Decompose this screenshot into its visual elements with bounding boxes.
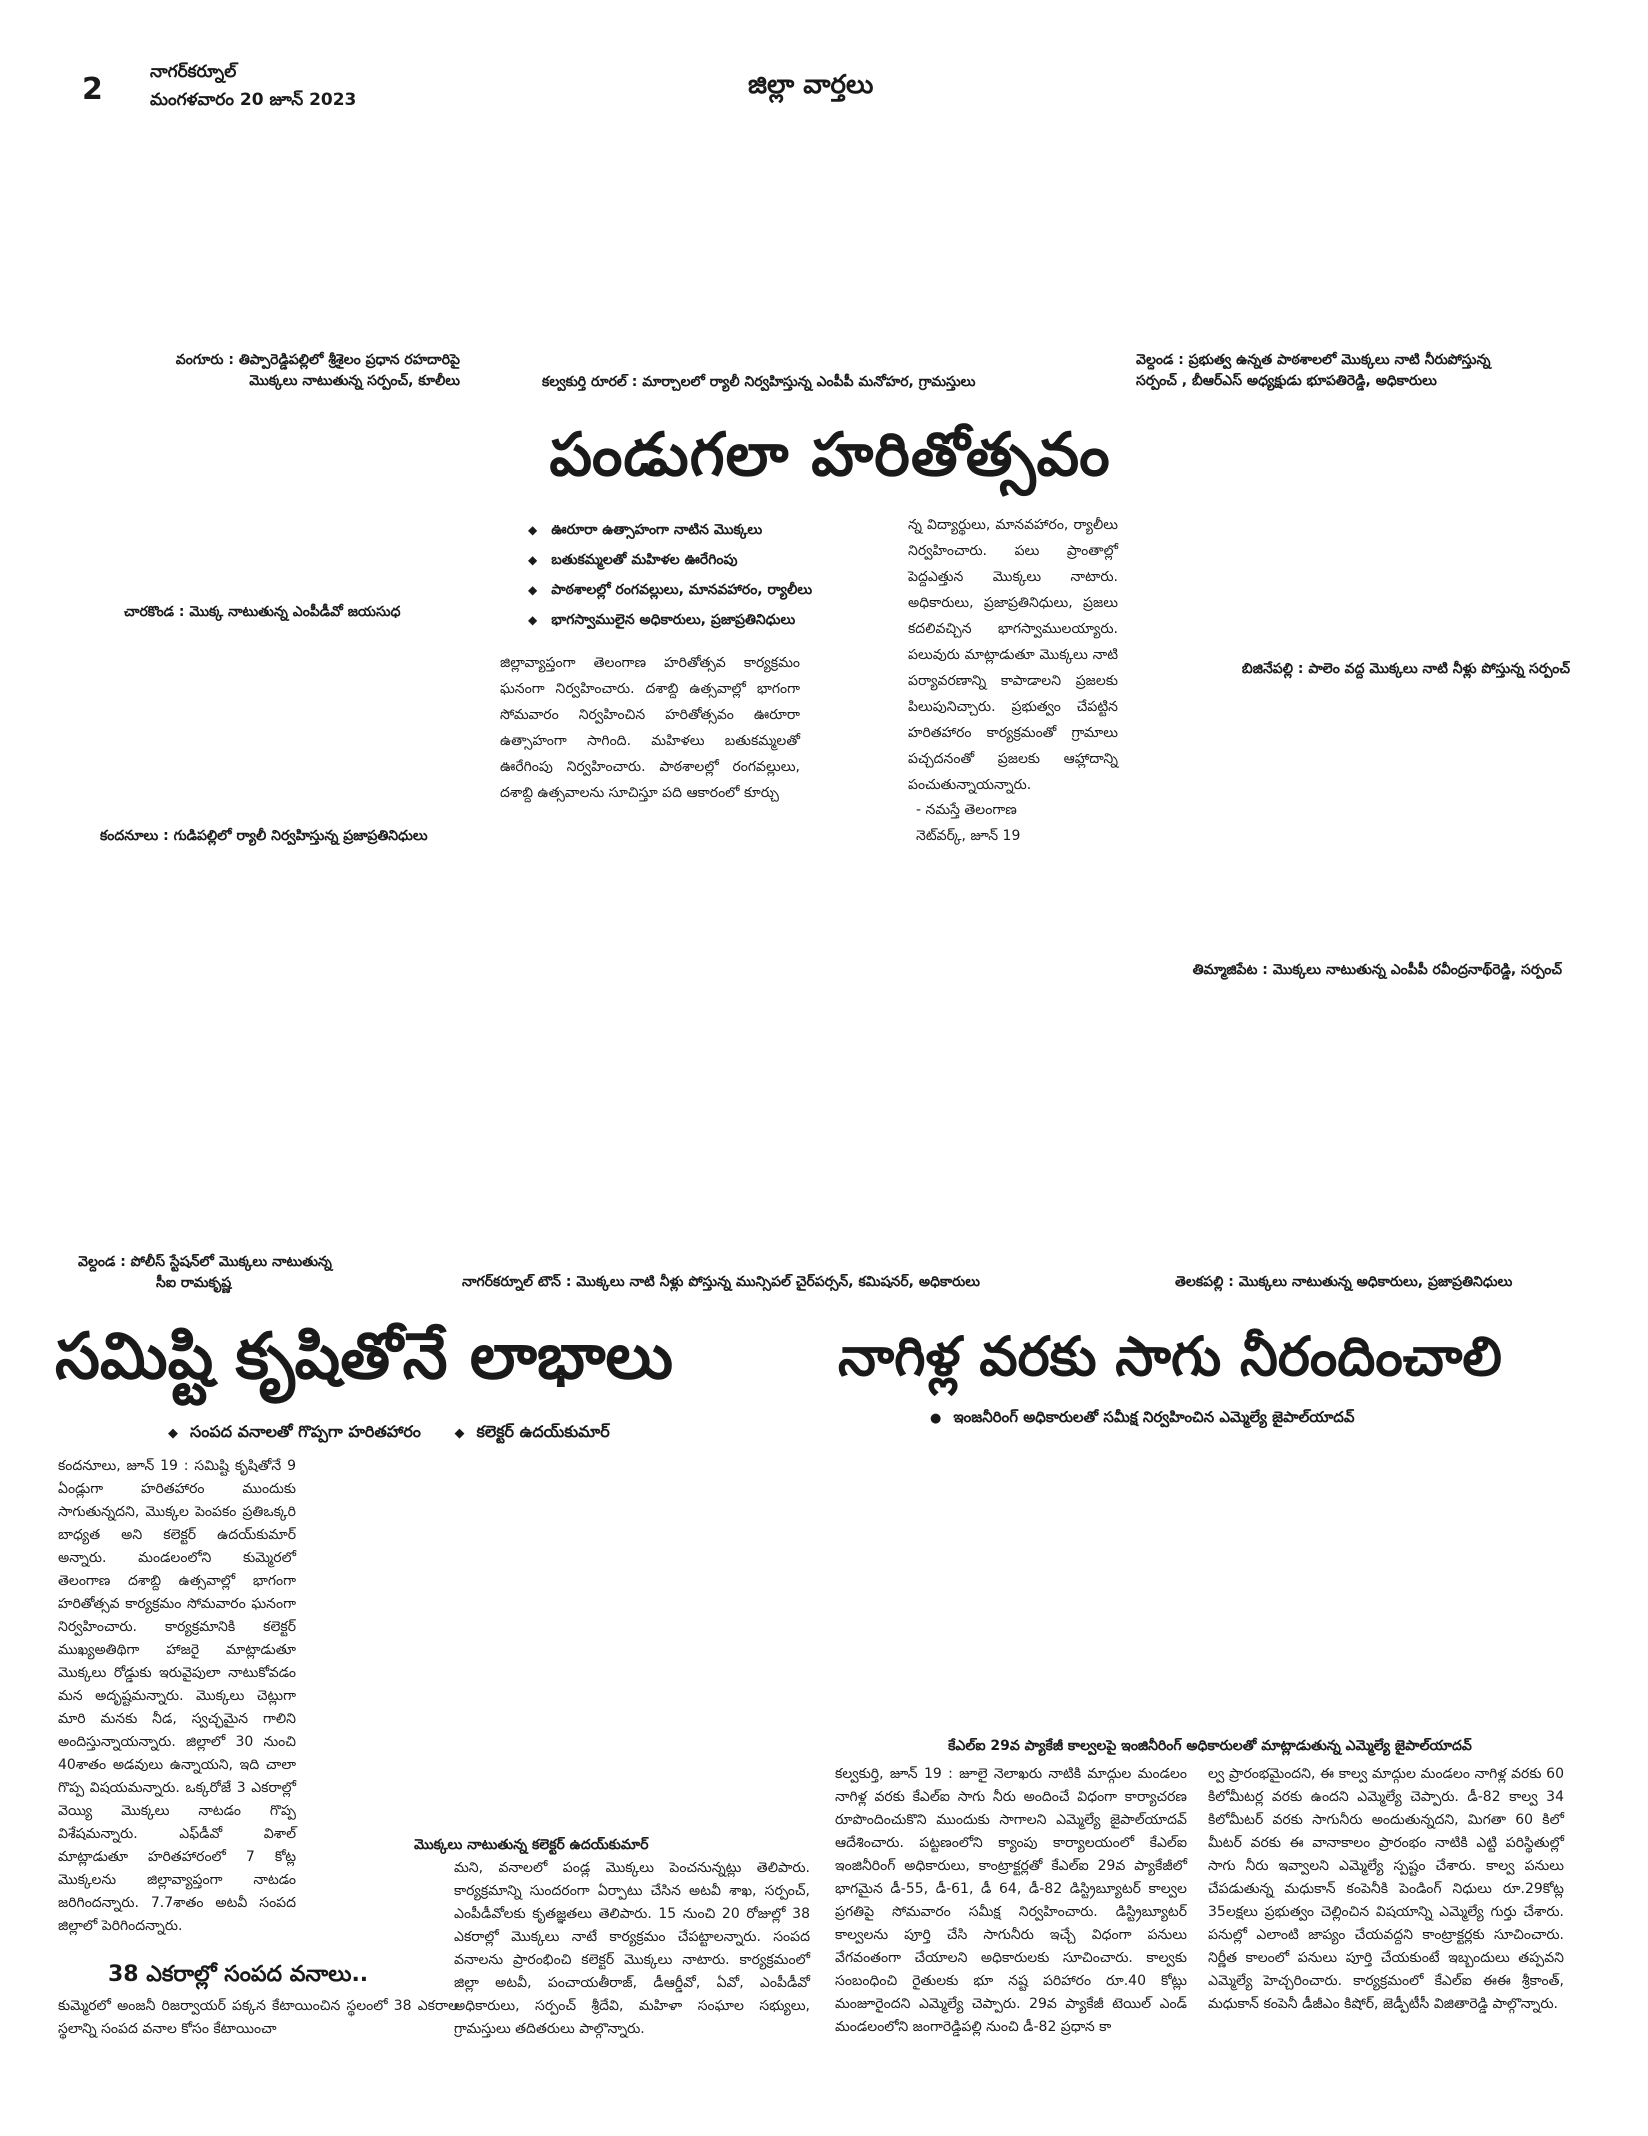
story1-headline: పండుగలా హరితోత్సవం xyxy=(549,420,1111,490)
photo-caption-kandanulu: కందనూలు : గుడిపల్లిలో ర్యాలీ నిర్వహిస్తున్న ప్రజాప్రతినిధులు xyxy=(100,828,428,844)
photo-caption-nagarkurnool-town: నాగర్‌కర్నూల్ టౌన్ : మొక్కలు నాటి నీళ్లు పోస్తున్న మున్సిపల్ చైర్‌పర్సన్, కమిషనర్, అధికారులు xyxy=(462,1274,981,1290)
story2-column-1b: కుమ్మెరలో అంజనీ రిజర్వాయర్ పక్కన కేటాయించిన స్థలంలో 38 ఎకరాల స్థలాన్ని సంపద వనాల కోసం కేటాయించా xyxy=(58,1998,458,2037)
photo-caption-telkapally: తెలకపల్లి : మొక్కలు నాటుతున్న అధికారులు, ప్రజాప్రతినిధులు xyxy=(1175,1274,1513,1290)
story3-column-2: ల్వ ప్రారంభమైందని, ఈ కాల్వ మాద్గుల మండలం నాగిళ్ల వరకు 60 కిలోమీటర్ల వరకు ఉందని ఎమ్మెల్యే చెప్పారు. డీ-82 కాల్వ 34 కిలోమీటర్ వరకు సాగునీరు అందుతున్నదని, మిగతా 60 కిలో మీటర్ వరకు ఈ వానాకాలం ప్రారంభం నాటికి ఎట్టి పరిస్థితుల్లో సాగు నీరు ఇవ్వాలని ఎమ్మెల్యే స్పష్టం చేశారు. కాల్వ పనులు చేపడుతున్న మధుకాన్ కంపెనీకి పెండింగ్ నిధులు రూ.29కోట్ల 35లక్షలు ప్రభుత్వం చెల్లించిన విషయాన్ని ఎమ్మెల్యే గుర్తు చేశారు. పనుల్లో ఎలాంటి జాప్యం చేయవద్దని కాంట్రాక్టర్లకు సూచించారు. నిర్ణీత కాలంలో పనులు పూర్తి చేయకుంటే ఇబ్బందులు తప్పవని ఎమ్మెల్యే హెచ్చరించారు. కార్యక్రమంలో కేఎల్ఐ ఈఈ శ్రీకాంత్, మధుకాన్ కంపెనీ డీజీఎం కిషోర్, జెడ్పీటీసీ విజితారెడ్డి పాల్గొన్నారు. xyxy=(1208,1766,1564,2012)
diamond-bullet-icon: ◆ xyxy=(454,1426,465,1441)
edition-date: మంగళవారం 20 జూన్ 2023 xyxy=(150,90,357,110)
page-number: 2 xyxy=(82,72,103,107)
diamond-bullet-icon: ◆ xyxy=(168,1426,178,1441)
story2-headline: సమిష్టి కృషితోనే లాభాలు xyxy=(55,1320,674,1394)
photo-caption-vanguru: వంగూరు : తిప్పారెడ్డిపల్లిలో శ్రీశైలం ప్రధాన రహదారిపై మొక్కలు నాటుతున్న సర్పంచ్, కూలీలు xyxy=(175,352,460,389)
photo-caption-charakonda: చారకొండ : మొక్క నాటుతున్న ఎంపీడీవో జయసుధ xyxy=(124,604,401,620)
story1-bullet: ◆ పాఠశాలల్లో రంగవల్లులు, మానవహారం, ర్యాలీలు xyxy=(528,575,888,605)
story3-column-1: కల్వకుర్తి, జూన్ 19 : జూలై నెలాఖరు నాటికి మాద్గుల మండలం నాగిళ్ల వరకు కేఎల్ఐ సాగు నీరు అందించే విధంగా కార్యాచరణ రూపొందించుకొని ముందుకు సాగాలని ఎమ్మెల్యే జైపాల్‌యాదవ్ ఆదేశించారు. పట్టణంలోని క్యాంపు కార్యాలయంలో కేఎల్ఐ ఇంజినీరింగ్ అధికారులు, కాంట్రాక్టర్లతో కేఎల్ఐ 29వ ప్యాకేజీలో భాగమైన డీ-55, డీ-61, డీ 64, డీ-82 డిస్ట్రిబ్యూటర్ కాల్వల ప్రగతిపై సోమవారం సమీక్ష నిర్వహించారు. డిస్ట్రిబ్యూటర్ కాల్వలను పూర్తి చేసి సాగునీరు ఇచ్చే విధంగా పనులు వేగవంతంగా చేయాలని అధికారులకు సూచించారు. కాల్వకు సంబంధించి రైతులకు భూ నష్ట పరిహారం రూ.40 కోట్లు మంజూరైందని ఎమ్మెల్యే చెప్పారు. 29వ ప్యాకేజీ టెయిల్ ఎండ్ మండలంలోని జంగారెడ్డిపల్లి నుంచి డీ-82 ప్రధాన కా xyxy=(835,1766,1187,2035)
story3-headline: నాగిళ్ల వరకు సాగు నీరందించాలి xyxy=(838,1325,1502,1388)
story1-column-2: న్న విద్యార్థులు, మానవహారం, ర్యాలీలు నిర్వహించారు. పలు ప్రాంతాల్లో పెద్దఎత్తున మొక్కలు నాటారు. అధికారులు, ప్రజాప్రతినిధులు, ప్రజలు కదలివచ్చిన భాగస్వాములయ్యారు. పలువురు మాట్లాడుతూ మొక్కలు నాటి పర్యావరణాన్ని కాపాడాలని ప్రజలకు పిలుపునిచ్చారు. ప్రభుత్వం చేపట్టిన హరితహారం కార్యక్రమంతో గ్రామాలు పచ్చదనంతో ప్రజలకు ఆహ్లాదాన్ని పంచుతున్నాయన్నారు. xyxy=(908,517,1118,793)
photo-caption-mla-meeting: కేఎల్ఐ 29వ ప్యాకేజీ కాల్వలపై ఇంజినీరింగ్ అధికారులతో మాట్లాడుతున్న ఎమ్మెల్యే జైపాల్‌యాదవ్ xyxy=(948,1738,1472,1754)
story1-byline: - నమస్తే తెలంగాణ నెట్‌వర్క్, జూన్ 19 xyxy=(916,802,1021,844)
photo-caption-kalwakurthy: కల్వకుర్తి రూరల్ : మార్చాలలో ర్యాలీ నిర్వహిస్తున్న ఎంపీపీ మనోహర, గ్రామస్తులు xyxy=(542,374,976,390)
photo-caption-thimmajipet: తిమ్మాజిపేట : మొక్కలు నాటుతున్న ఎంపీపీ రవీంద్రనాథ్‌రెడ్డి, సర్పంచ్ xyxy=(1192,962,1562,978)
story2-column-1: కందనూలు, జూన్ 19 : సమిష్టి కృషితోనే 9 ఏండ్లుగా హరితహారం ముందుకు సాగుతున్నదని, మొక్కల పెంపకం ప్రతిఒక్కరి బాధ్యత అని కలెక్టర్ ఉదయ్‌కుమార్ అన్నారు. మండలంలోని కుమ్మెరలో తెలంగాణ దశాబ్ది ఉత్సవాల్లో భాగంగా హరితోత్సవ కార్యక్రమం సోమవారం ఘనంగా నిర్వహించారు. కార్యక్రమానికి కలెక్టర్ ముఖ్యఅతిథిగా హాజరై మాట్లాడుతూ మొక్కలు రోడ్డుకు ఇరువైపులా నాటుకోవడం మన అదృష్టమన్నారు. మొక్కలు చెట్లుగా మారి మనకు నీడ, స్వచ్ఛమైన గాలిని అందిస్తున్నాయన్నారు. జిల్లాలో 30 నుంచి 40శాతం అడవులు ఉన్నాయని, ఇది చాలా గొప్ప విషయమన్నారు. ఒక్కరోజే 3 ఎకరాల్లో వెయ్యి మొక్కలు నాటడం గొప్ప విశేషమన్నారు. ఎఫ్‌డీవో విశాల్ మాట్లాడుతూ హరితహారంలో 7 కోట్ల మొక్కలను జిల్లావ్యాప్తంగా నాటడం జరిగిందన్నారు. 7.7శాతం అటవీ సంపద జిల్లాలో పెరిగిందన్నారు. xyxy=(58,1458,296,1934)
story1-bullets xyxy=(528,515,888,635)
photo-caption-collector: మొక్కలు నాటుతున్న కలెక్టర్ ఉదయ్‌కుమార్ xyxy=(414,1837,649,1853)
photo-caption-veldanda-police: వెల్దండ : పోలీస్ స్టేషన్‌లో మొక్కలు నాటుతున్న సీఐ రామకృష్ణ xyxy=(78,1254,332,1291)
story1-bullet: ◆ బతుకమ్మలతో మహిళల ఊరేగింపు xyxy=(528,545,888,575)
photo-caption-bijinepally: బిజినేపల్లి : పాలెం వద్ద మొక్కలు నాటి నీళ్లు పోస్తున్న సర్పంచ్ xyxy=(1241,661,1570,677)
story2-subhead: 38 ఎకరాల్లో సంపద వనాలు.. xyxy=(108,1962,369,1987)
story2-bullets: ◆ సంపద వనాలతో గొప్పగా హరితహారం ◆ కలెక్టర్ ఉదయ్‌కుమార్ xyxy=(168,1422,610,1441)
story3-bullets: ● ఇంజనీరింగ్ అధికారులతో సమీక్ష నిర్వహించిన ఎమ్మెల్యే జైపాల్‌యాదవ్ xyxy=(930,1408,1355,1426)
story2-column-2: మని, వనాలలో పండ్ల మొక్కలు పెంచనున్నట్లు తెలిపారు. కార్యక్రమాన్ని సుందరంగా ఏర్పాటు చేసిన అటవీ శాఖ, సర్పంచ్, ఎంపీడీవోలకు కృతజ్ఞతలు తెలిపారు. 15 నుంచి 20 రోజుల్లో 38 ఎకరాల్లో మొక్కలు నాటే కార్యక్రమం చేపట్టాలన్నారు. సంపద వనాలను ప్రారంభించి కలెక్టర్ మొక్కలు నాటారు. కార్యక్రమంలో జిల్లా అటవీ, పంచాయతీరాజ్, డీఆర్డీవో, ఏవో, ఎంపీడీవో అధికారులు, సర్పంచ్ శ్రీదేవి, మహిళా సంఘాల సభ్యులు, గ్రామస్తులు తదితరులు పాల్గొన్నారు. xyxy=(454,1860,810,2037)
story1-bullet: ◆ భాగస్వాములైన అధికారులు, ప్రజాప్రతినిధులు xyxy=(528,605,888,635)
edition-town: నాగర్‌కర్నూల్ xyxy=(150,62,237,82)
section-title: జిల్లా వార్తలు xyxy=(748,70,874,100)
photo-caption-veldanda-school: వెల్దండ : ప్రభుత్వ ఉన్నత పాఠశాలలో మొక్కలు నాటి నీరుపోస్తున్న సర్పంచ్ , బీఆర్ఎస్ అధ్యక్షుడు భూపతిరెడ్డి, అధికారులు xyxy=(1136,352,1491,389)
round-bullet-icon: ● xyxy=(930,1411,942,1426)
story1-column-1: జిల్లావ్యాప్తంగా తెలంగాణ హరితోత్సవ కార్యక్రమం ఘనంగా నిర్వహించారు. దశాబ్ది ఉత్సవాల్లో భాగంగా సోమవారం నిర్వహించిన హరితోత్సవం ఊరూరా ఉత్సాహంగా సాగింది. మహిళలు బతుకమ్మలతో ఊరేగింపు నిర్వహించారు. పాఠశాలల్లో రంగవల్లులు, దశాబ్ది ఉత్సవాలను సూచిస్తూ పది ఆకారంలో కూర్చు xyxy=(500,655,800,801)
story1-bullet: ◆ ఊరూరా ఉత్సాహంగా నాటిన మొక్కలు xyxy=(528,515,888,545)
